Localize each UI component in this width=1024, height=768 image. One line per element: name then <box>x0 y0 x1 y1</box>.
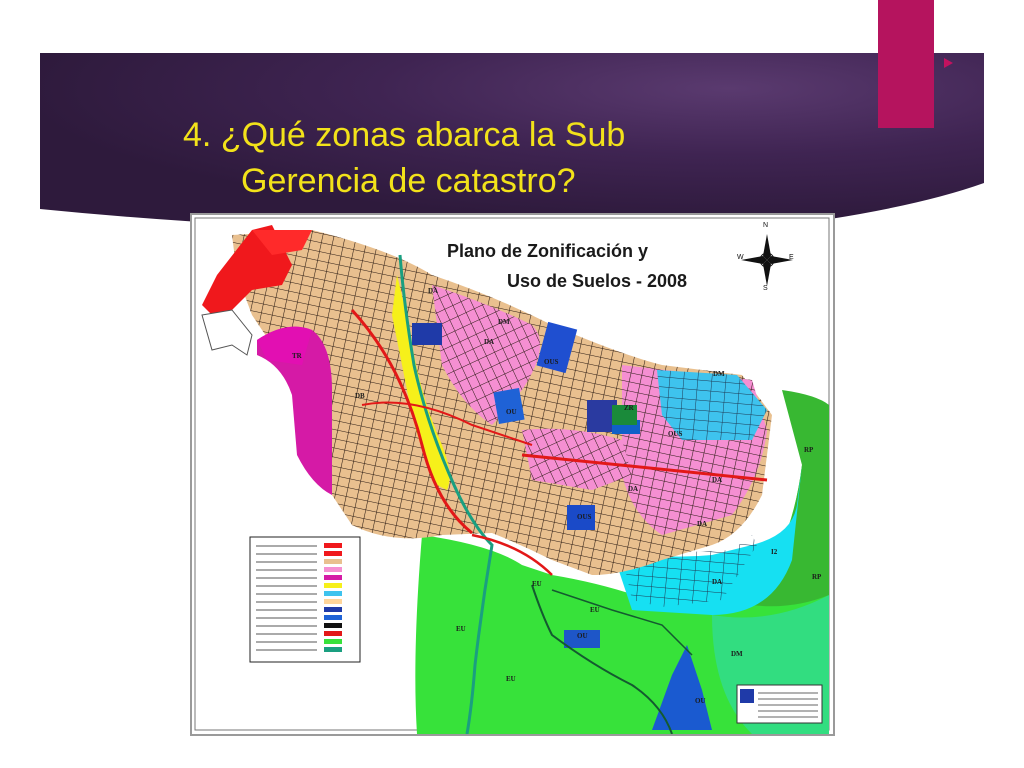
zone-label: ZR <box>624 404 634 412</box>
zone-label: EU <box>532 580 542 588</box>
zone-label: OUS <box>544 358 559 366</box>
slide-title-line-2: Gerencia de catastro? <box>241 162 576 200</box>
zone-label: DM <box>713 370 725 378</box>
zone-label: OUS <box>577 513 592 521</box>
zone-label: DA <box>628 485 639 493</box>
compass-e: E <box>789 254 794 261</box>
zone-label: DA <box>484 338 495 346</box>
zone-label: TR <box>292 352 302 360</box>
map-title <box>447 236 747 296</box>
zone-label: EU <box>456 625 466 633</box>
zone-label: DB <box>355 392 365 400</box>
zone-label: OU <box>695 697 706 705</box>
zone-label: DA <box>712 578 723 586</box>
zone-label: DA <box>697 520 708 528</box>
zone-label: I2 <box>771 548 778 556</box>
zone-label: EU <box>506 675 516 683</box>
map-title-line-2: Uso de Suelos - 2008 <box>507 271 688 291</box>
zone-label: DA <box>428 287 439 295</box>
slide-title <box>183 112 783 204</box>
accent-tab <box>878 0 934 128</box>
compass-n: N <box>763 222 769 229</box>
zone-label: OUS <box>668 430 683 438</box>
zone-label: OU <box>577 632 588 640</box>
bullet-arrow-icon <box>944 58 953 68</box>
compass-s: S <box>763 285 768 292</box>
map-title-line-1: Plano de Zonificación y <box>447 241 649 261</box>
zone-label: OU <box>506 408 517 416</box>
zone-label: DA <box>712 476 723 484</box>
zone-label: EU <box>590 606 600 614</box>
zone-label: DM <box>731 650 743 658</box>
zone-label: RP <box>804 446 814 454</box>
zone-label: RP <box>812 573 822 581</box>
slide-title-line-1: 4. ¿Qué zonas abarca la Sub <box>183 116 626 154</box>
compass-w: W <box>737 254 744 261</box>
zone-label: DM <box>498 318 510 326</box>
map-legend <box>250 537 360 662</box>
compass-rose-icon <box>741 234 793 286</box>
